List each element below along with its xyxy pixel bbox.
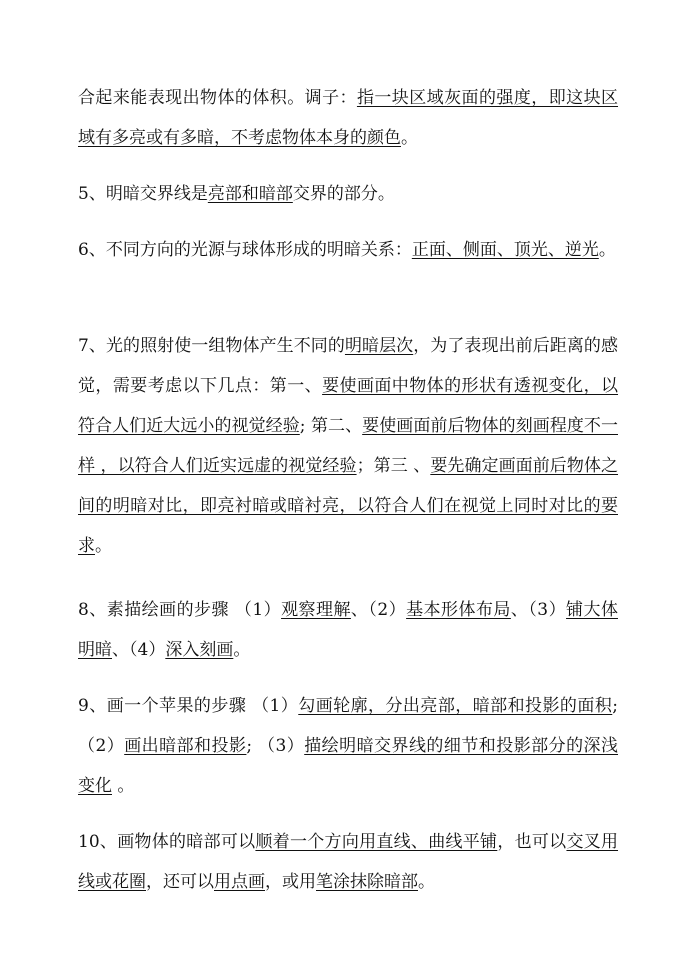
underlined-answer: 要使画面中物体的形状有透视变化，以符合人们近大远小的视觉经验 (78, 376, 619, 436)
underlined-answer: 基本形体布局 (406, 600, 511, 620)
underlined-answer: 亮部和暗部 (207, 184, 293, 204)
underlined-answer: 要使画面前后物体的刻画程度不一样 ，以符合人们近实远虚的视觉经验 (78, 416, 618, 476)
paragraph-9 (78, 686, 618, 806)
underlined-answer: 明暗层次 (344, 336, 414, 356)
text-segment: 5、明暗交界线是 (78, 184, 208, 204)
text-segment: 。 (401, 128, 418, 148)
text-segment: 6、不同方向的光源与球体形成的明暗关系： (78, 240, 412, 260)
underlined-answer: 用点画 (214, 872, 265, 892)
text-segment: 8、素描绘画的步骤 （1） (78, 600, 282, 620)
text-segment: 10、画物体的暗部可以 (78, 832, 256, 852)
underlined-answer: 笔涂抹除暗部 (316, 872, 418, 892)
text-segment: 。 (418, 872, 435, 892)
paragraph-7 (78, 326, 618, 566)
text-segment: ; （2） (78, 696, 618, 756)
underlined-answer: 描绘明暗交界线的细节和投影部分的深浅变化 (78, 736, 619, 796)
text-segment: ; （3） (246, 736, 305, 756)
underlined-answer: 铺大体明暗 (78, 600, 618, 660)
underlined-answer: 勾画轮廓，分出亮部，暗部和投影的面积 (298, 696, 613, 716)
paragraph-intro (78, 78, 618, 158)
text-segment: ，或用 (265, 872, 316, 892)
text-segment: 、（3） (510, 600, 567, 620)
paragraph-5 (78, 174, 618, 214)
text-segment: ; 第二、 (299, 416, 363, 436)
paragraph-6 (78, 230, 618, 270)
text-segment: ，为了表现出前后距离的感觉，需要考虑以下几点：第一、 (78, 336, 618, 396)
text-segment: 。 (112, 776, 135, 796)
text-segment: ，还可以 (146, 872, 214, 892)
underlined-answer: 要先确定画面前后物体之间的明暗对比，即亮衬暗或暗衬亮，以符合人们在视觉上同时对比的要求 (78, 456, 619, 556)
underlined-answer: 顺着一个方向用直线、曲线平铺 (255, 832, 498, 852)
text-segment: ，也可以 (497, 832, 567, 852)
underlined-answer: 深入刻画 (165, 640, 234, 660)
underlined-answer: 观察理解 (281, 600, 351, 620)
text-segment: 9、画一个苹果的步骤 （1） (78, 696, 299, 716)
text-segment: 7、光的照射使一组物体产生不同的 (78, 336, 345, 356)
underlined-answer: 交叉用线或花圈 (78, 832, 619, 892)
text-segment: 。 (598, 240, 616, 260)
text-segment: ；第三 、 (356, 456, 431, 476)
text-segment: 交界的部分。 (292, 184, 395, 204)
text-segment: 、（2） (350, 600, 407, 620)
paragraph-8 (78, 590, 618, 670)
paragraph-10 (78, 822, 618, 902)
underlined-answer: 指一块区域灰面的强度，即这块区域有多亮或有多暗，不考虑物体本身的颜色 (78, 88, 619, 148)
text-segment: 合起来能表现出物体的体积。调子： (78, 88, 357, 108)
underlined-answer: 正面、侧面、顶光、逆光 (411, 240, 599, 260)
underlined-answer: 画出暗部和投影 (124, 736, 247, 756)
text-segment: 。 (95, 536, 112, 556)
text-segment: 、（4） (112, 640, 166, 660)
text-segment: 。 (233, 640, 251, 660)
